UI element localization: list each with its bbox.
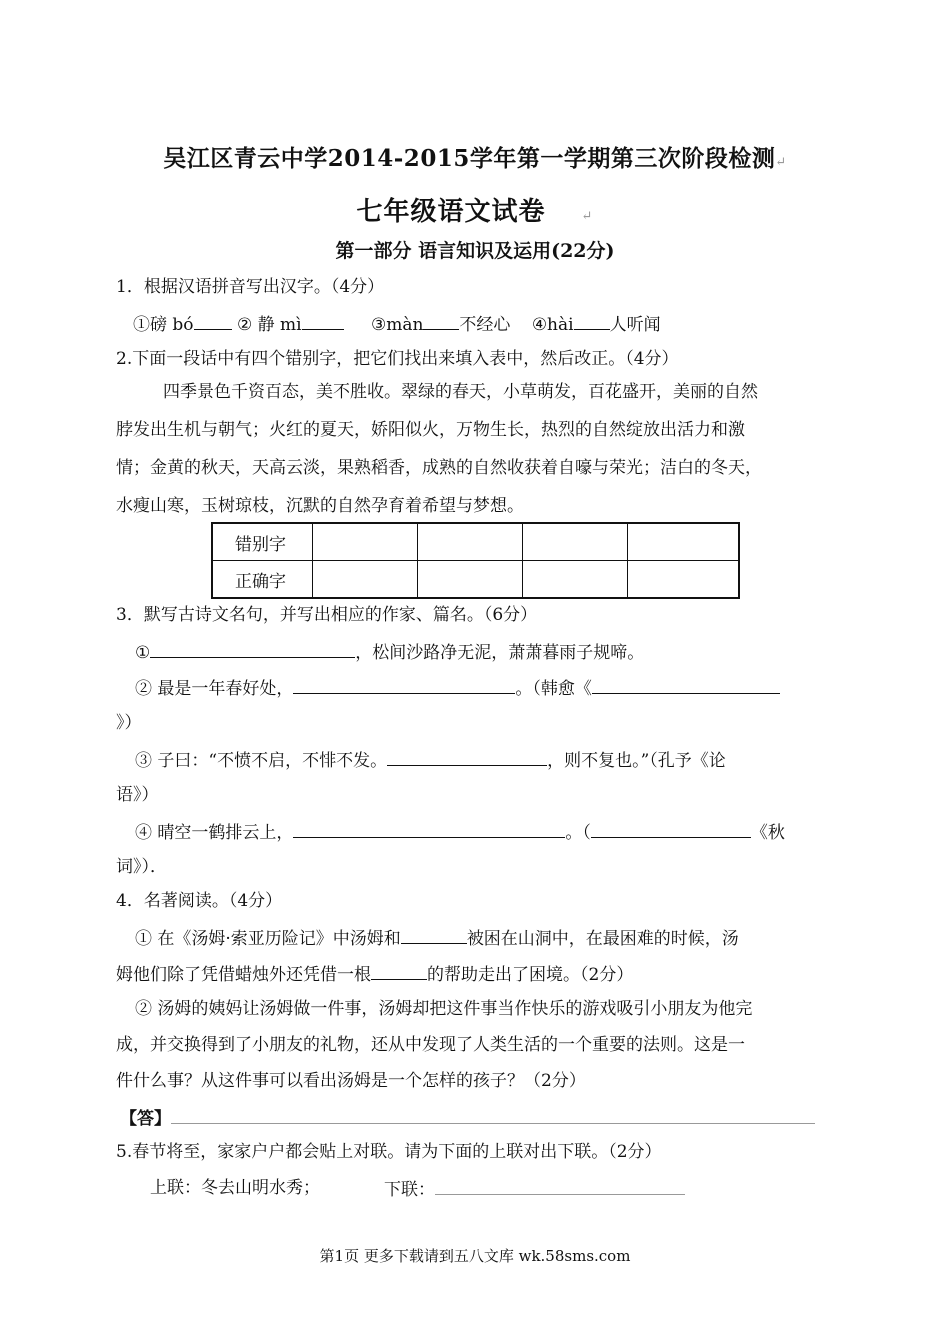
section-title: 第一部分 语言知识及运用(22分) [335, 240, 615, 262]
answer-blank[interactable] [387, 747, 547, 766]
exam-title: 七年级语文试卷 ↵ [356, 197, 594, 227]
answer-blank[interactable] [293, 675, 515, 694]
q5-couplet-lower: 下联： [384, 1176, 685, 1202]
answer-blank[interactable] [293, 819, 565, 838]
q2-passage-line: 情；金黄的秋天，天高云淡，果熟稻香，成熟的自然收获着自嚎与荣光；洁白的冬天， [116, 458, 762, 478]
answer-blank[interactable] [435, 1176, 685, 1195]
answer-blank[interactable] [171, 1105, 815, 1124]
q3-prompt: 3．默写古诗文名句，并写出相应的作家、篇名。（6分） [116, 605, 538, 625]
paragraph-mark-icon: ↵ [775, 155, 787, 170]
q1-items: ①磅 bó ② 静 mì ③màn 不经心 ④hài 人听闻 [133, 311, 661, 337]
school-title: 吴江区青云中学2014-2015学年第一学期第三次阶段检测↵ [163, 145, 787, 172]
answer-blank[interactable] [150, 639, 355, 658]
table-row [212, 561, 739, 599]
answer-blank[interactable] [591, 819, 751, 838]
q3-item2-end: 》） [116, 713, 142, 733]
q2-passage-line: 水瘦山寒，玉树琼枝，沉默的自然孕育着希望与梦想。 [116, 496, 524, 516]
correction-table [211, 522, 740, 599]
answer-blank[interactable] [574, 311, 610, 330]
q3-item1: ① ，松间沙路净无泥，萧萧暮雨子规啼。 [135, 639, 644, 665]
table-cell[interactable] [522, 561, 627, 599]
q2-prompt: 2.下面一段话中有四个错别字，把它们找出来填入表中，然后改正。（4分） [116, 349, 679, 369]
answer-blank[interactable] [423, 311, 459, 330]
answer-blank[interactable] [401, 925, 467, 944]
paragraph-mark-icon: ↵ [581, 209, 594, 224]
q3-item4-end: 词》）． [116, 857, 167, 877]
q3-item3: ③ 子曰：“不愤不启，不悱不发。 ，则不复也。”（孔予《论 [135, 747, 726, 773]
table-label-correct: 正确字 [212, 561, 312, 599]
q3-item3-end: 语》） [116, 785, 159, 805]
table-cell[interactable] [312, 561, 417, 599]
q4-part1: ① 在《汤姆·索亚历险记》中汤姆和 被困在山洞中，在最困难的时候，汤 [135, 925, 739, 951]
page-footer: 第1页 更多下载请到五八文库 wk.58sms.com [319, 1247, 631, 1265]
q4-part2-line: 件什么事？从这件事可以看出汤姆是一个怎样的孩子？（2分） [116, 1071, 586, 1091]
q4-answer: 【答】 [120, 1105, 815, 1131]
table-cell[interactable] [522, 523, 627, 561]
table-row [212, 523, 739, 561]
table-cell[interactable] [312, 523, 417, 561]
q4-part2-line: ② 汤姆的姨妈让汤姆做一件事，汤姆却把这件事当作快乐的游戏吸引小朋友为他完 [135, 999, 753, 1019]
q4-part2-line: 成，并交换得到了小朋友的礼物，还从中发现了人类生活的一个重要的法则。这是一 [116, 1035, 745, 1055]
q3-item2: ② 最是一年春好处， 。（韩愈《 [135, 675, 780, 701]
table-cell[interactable] [417, 523, 522, 561]
table-cell[interactable] [627, 523, 739, 561]
table-cell[interactable] [417, 561, 522, 599]
q5-prompt: 5.春节将至，家家户户都会贴上对联。请为下面的上联对出下联。（2分） [116, 1142, 662, 1162]
answer-blank[interactable] [371, 961, 427, 980]
table-label-wrong: 错别字 [212, 523, 312, 561]
q5-couplet-upper: 上联：冬去山明水秀； [150, 1178, 320, 1198]
q2-passage-line: 脖发出生机与朝气；火红的夏天，娇阳似火，万物生长，热烈的自然绽放出活力和激 [116, 420, 745, 440]
answer-blank[interactable] [194, 311, 232, 330]
q2-passage-line: 四季景色千资百态，美不胜收。翠绿的春天，小草萌发，百花盛开，美丽的自然 [163, 382, 758, 402]
q1-prompt: 1．根据汉语拼音写出汉字。（4分） [116, 277, 385, 297]
answer-blank[interactable] [302, 311, 344, 330]
q3-item4: ④ 晴空一鹤排云上， 。（ 《秋 [135, 819, 785, 845]
q4-part1-cont: 姆他们除了凭借蜡烛外还凭借一根 的帮助走出了困境。（2分） [116, 961, 633, 987]
table-cell[interactable] [627, 561, 739, 599]
q4-prompt: 4．名著阅读。（4分） [116, 891, 283, 911]
answer-blank[interactable] [592, 675, 780, 694]
